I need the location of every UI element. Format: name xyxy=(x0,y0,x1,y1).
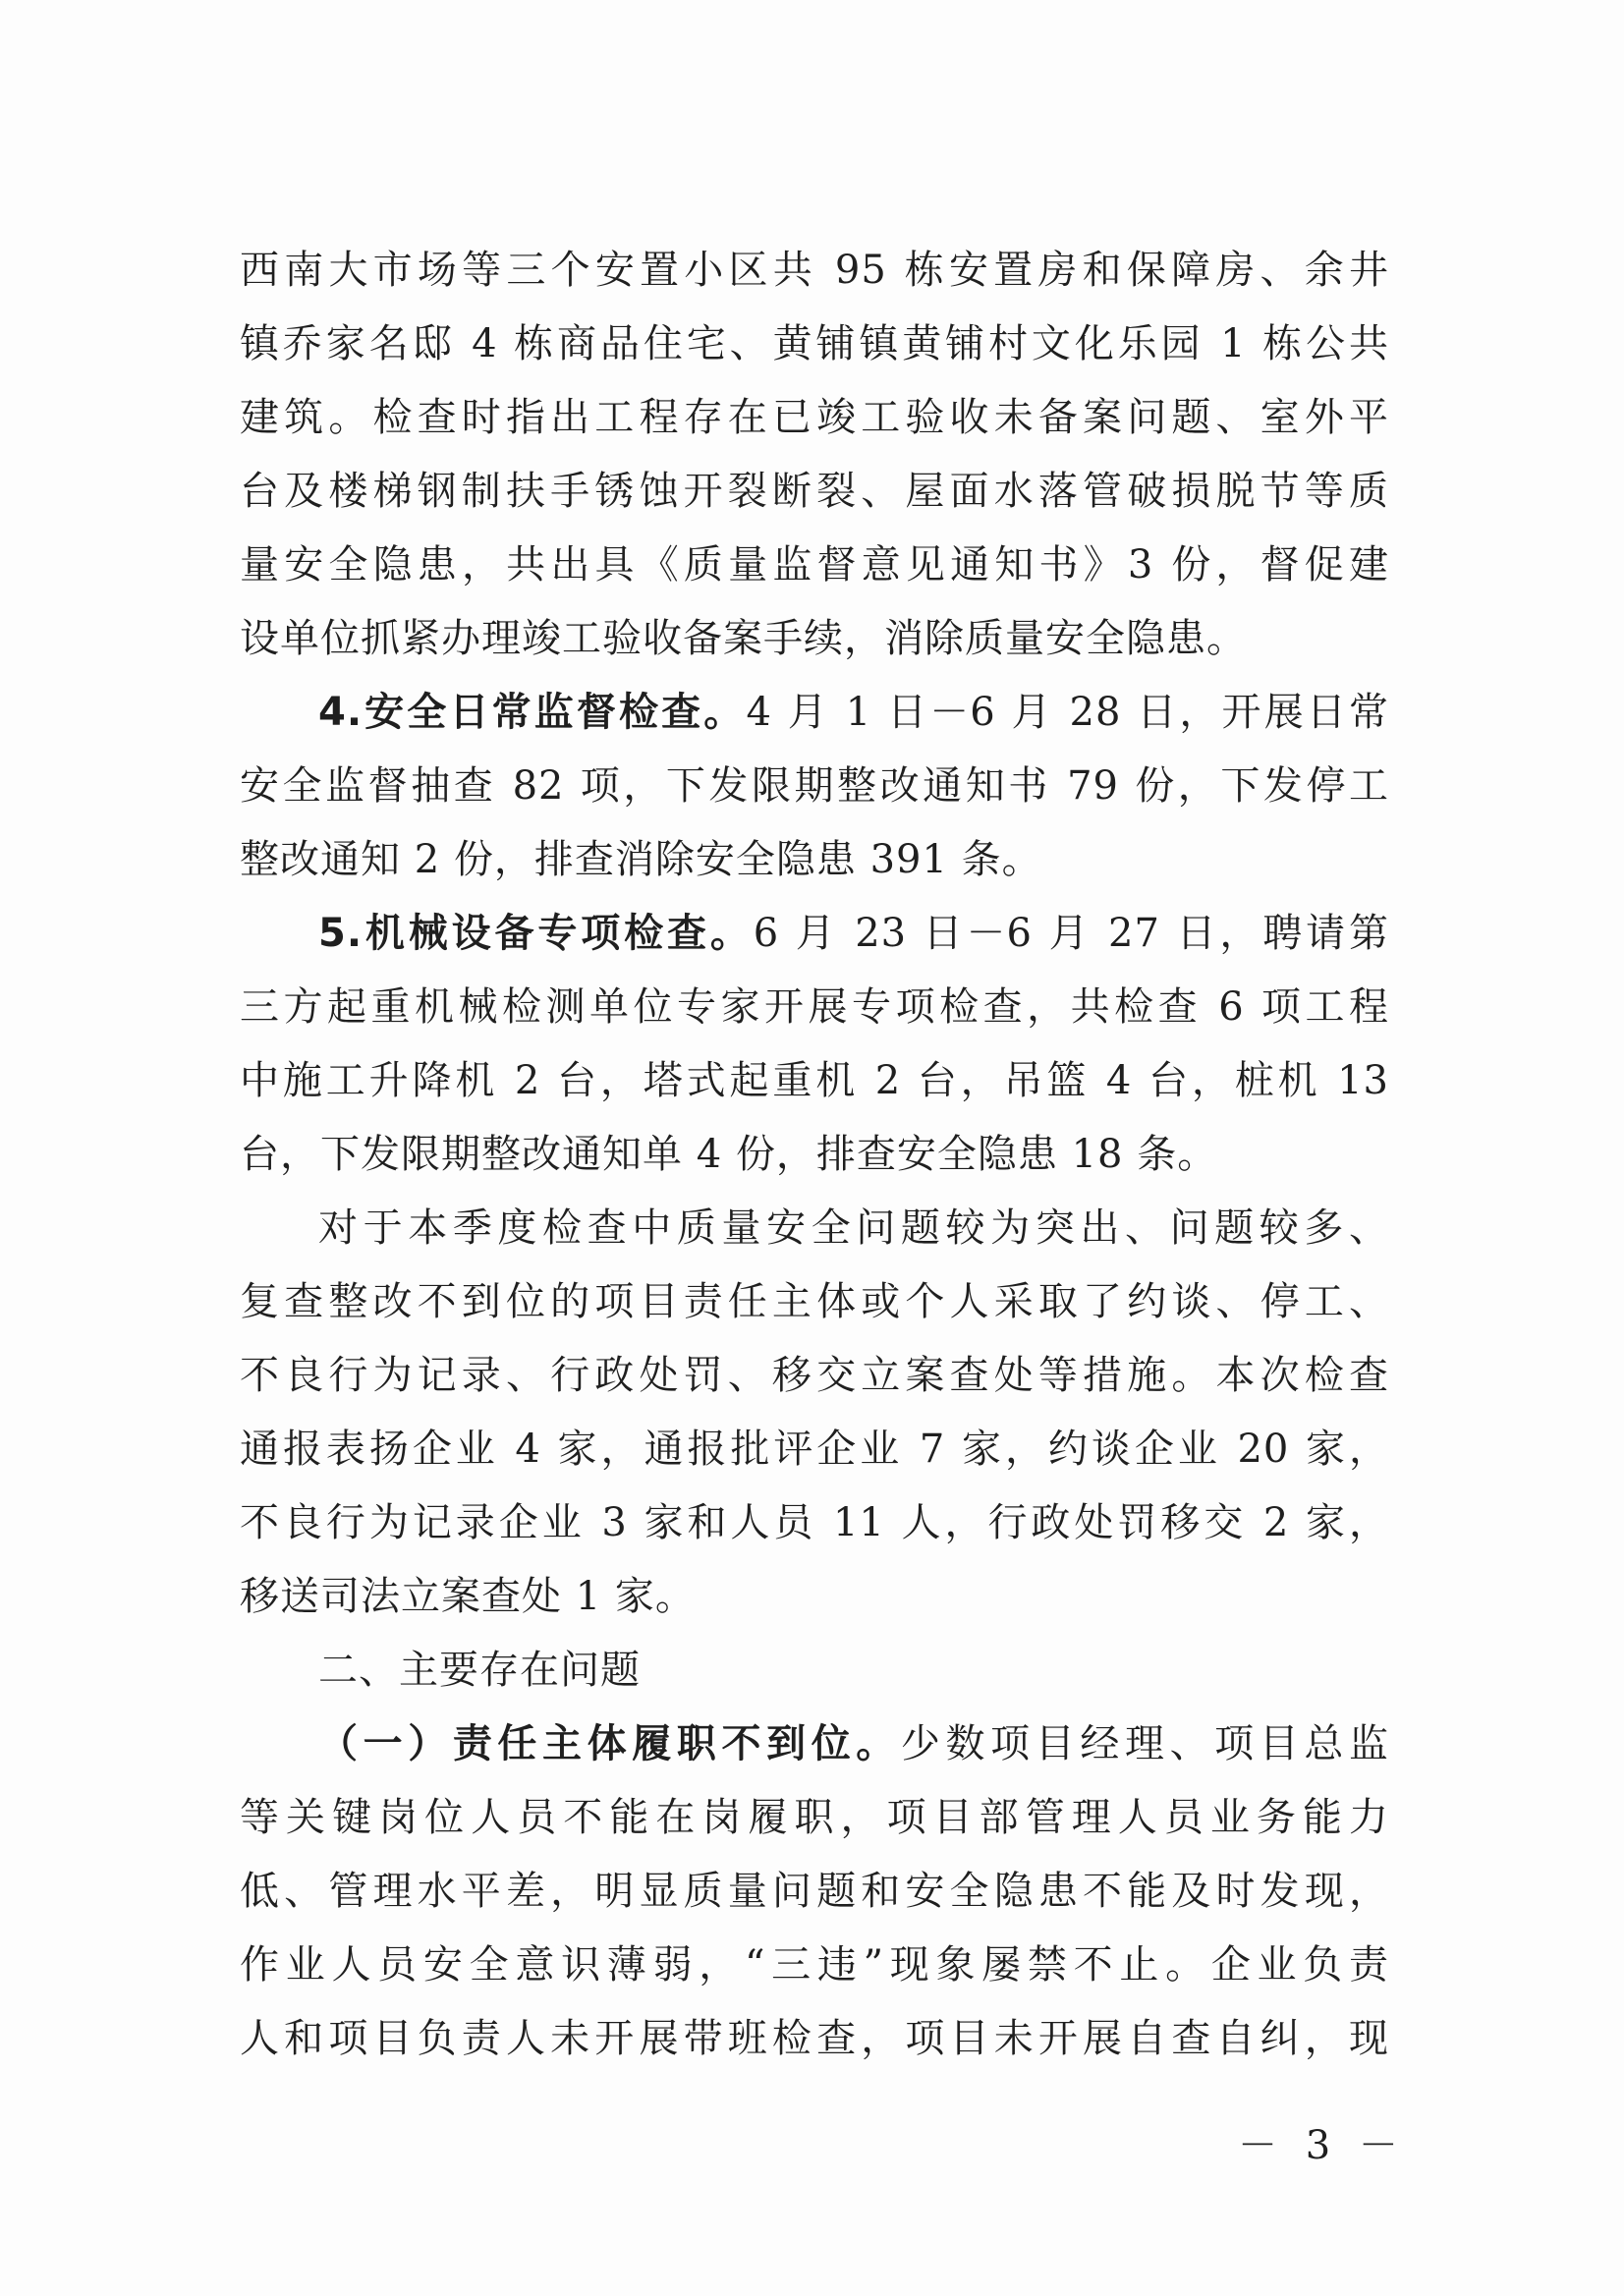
line-text: 中施工升降机 2 台，塔式起重机 2 台，吊篮 4 台，桩机 13 xyxy=(240,1058,1389,1103)
body-line xyxy=(240,308,1389,381)
body-line xyxy=(240,529,1389,602)
line-text: 少数项目经理、项目总监 xyxy=(900,1721,1390,1766)
body-line xyxy=(240,455,1389,529)
line-text: 建筑。检查时指出工程存在已竣工验收未备案问题、室外平 xyxy=(240,395,1389,440)
body-line xyxy=(240,2002,1389,2076)
line-text: 低、管理水平差，明显质量问题和安全隐患不能及时发现， xyxy=(240,1869,1389,1914)
line-text: 不良行为记录企业 3 家和人员 11 人，行政处罚移交 2 家， xyxy=(240,1500,1389,1545)
body-line xyxy=(240,381,1389,455)
line-text: 台及楼梯钢制扶手锈蚀开裂断裂、屋面水落管破损脱节等质 xyxy=(240,469,1389,514)
item-5-title: 5.机械设备专项检查。 xyxy=(318,911,754,956)
body-line xyxy=(240,1560,1389,1634)
body-line xyxy=(240,1339,1389,1413)
line-text: 不良行为记录、行政处罚、移交立案查处等措施。本次检查 xyxy=(240,1353,1389,1398)
line-text: 整改通知 2 份，排查消除安全隐患 391 条。 xyxy=(240,837,1042,882)
line-text: 复查整改不到位的项目责任主体或个人采取了约谈、停工、 xyxy=(240,1279,1389,1324)
line-text: 设单位抓紧办理竣工验收备案手续，消除质量安全隐患。 xyxy=(240,616,1247,661)
line-text: 6 月 23 日－6 月 27 日，聘请第 xyxy=(753,911,1389,956)
line-text: 台，下发限期整改通知单 4 份，排查安全隐患 18 条。 xyxy=(240,1132,1218,1177)
body-line xyxy=(240,1044,1389,1118)
paragraph-summary-first-line xyxy=(240,1192,1389,1265)
body-line xyxy=(240,602,1389,676)
line-text: 对于本季度检查中质量安全问题较为突出、问题较多、 xyxy=(318,1205,1389,1251)
page-number: － 3 － xyxy=(1238,2123,1406,2168)
section-heading xyxy=(240,1634,1389,1708)
line-text: 移送司法立案查处 1 家。 xyxy=(240,1574,696,1619)
body-line xyxy=(240,1413,1389,1486)
line-text: 通报表扬企业 4 家，通报批评企业 7 家，约谈企业 20 家， xyxy=(240,1427,1389,1472)
line-text: 西南大市场等三个安置小区共 95 栋安置房和保障房、余井 xyxy=(240,248,1389,293)
line-text: 人和项目负责人未开展带班检查，项目未开展自查自纠，现 xyxy=(240,2016,1389,2061)
document-body xyxy=(240,234,1389,2076)
body-line xyxy=(240,1265,1389,1339)
paragraph-5-first-line xyxy=(240,897,1389,971)
line-text: 作业人员安全意识薄弱，“三违”现象屡禁不止。企业负责 xyxy=(240,1942,1389,1988)
section-heading-text: 二、主要存在问题 xyxy=(318,1648,641,1693)
line-text: 三方起重机械检测单位专家开展专项检查，共检查 6 项工程 xyxy=(240,984,1389,1030)
line-text: 4 月 1 日－6 月 28 日，开展日常 xyxy=(746,690,1389,735)
body-line xyxy=(240,1781,1389,1855)
line-text: 等关键岗位人员不能在岗履职，项目部管理人员业务能力 xyxy=(240,1795,1389,1840)
issue-1-title: （一）责任主体履职不到位。 xyxy=(318,1721,901,1766)
line-text: 安全监督抽查 82 项，下发限期整改通知书 79 份，下发停工 xyxy=(240,763,1389,809)
body-line xyxy=(240,1855,1389,1929)
paragraph-4-first-line xyxy=(240,676,1389,750)
line-text: 镇乔家名邸 4 栋商品住宅、黄铺镇黄铺村文化乐园 1 栋公共 xyxy=(240,321,1389,366)
body-line xyxy=(240,234,1389,308)
body-line xyxy=(240,1929,1389,2002)
item-4-title: 4.安全日常监督检查。 xyxy=(318,690,747,735)
body-line xyxy=(240,823,1389,897)
body-line xyxy=(240,1486,1389,1560)
paragraph-issue-1-first-line xyxy=(240,1708,1389,1781)
line-text: 量安全隐患，共出具《质量监督意见通知书》3 份，督促建 xyxy=(240,542,1389,588)
body-line xyxy=(240,1118,1389,1192)
body-line xyxy=(240,971,1389,1044)
body-line xyxy=(240,750,1389,823)
